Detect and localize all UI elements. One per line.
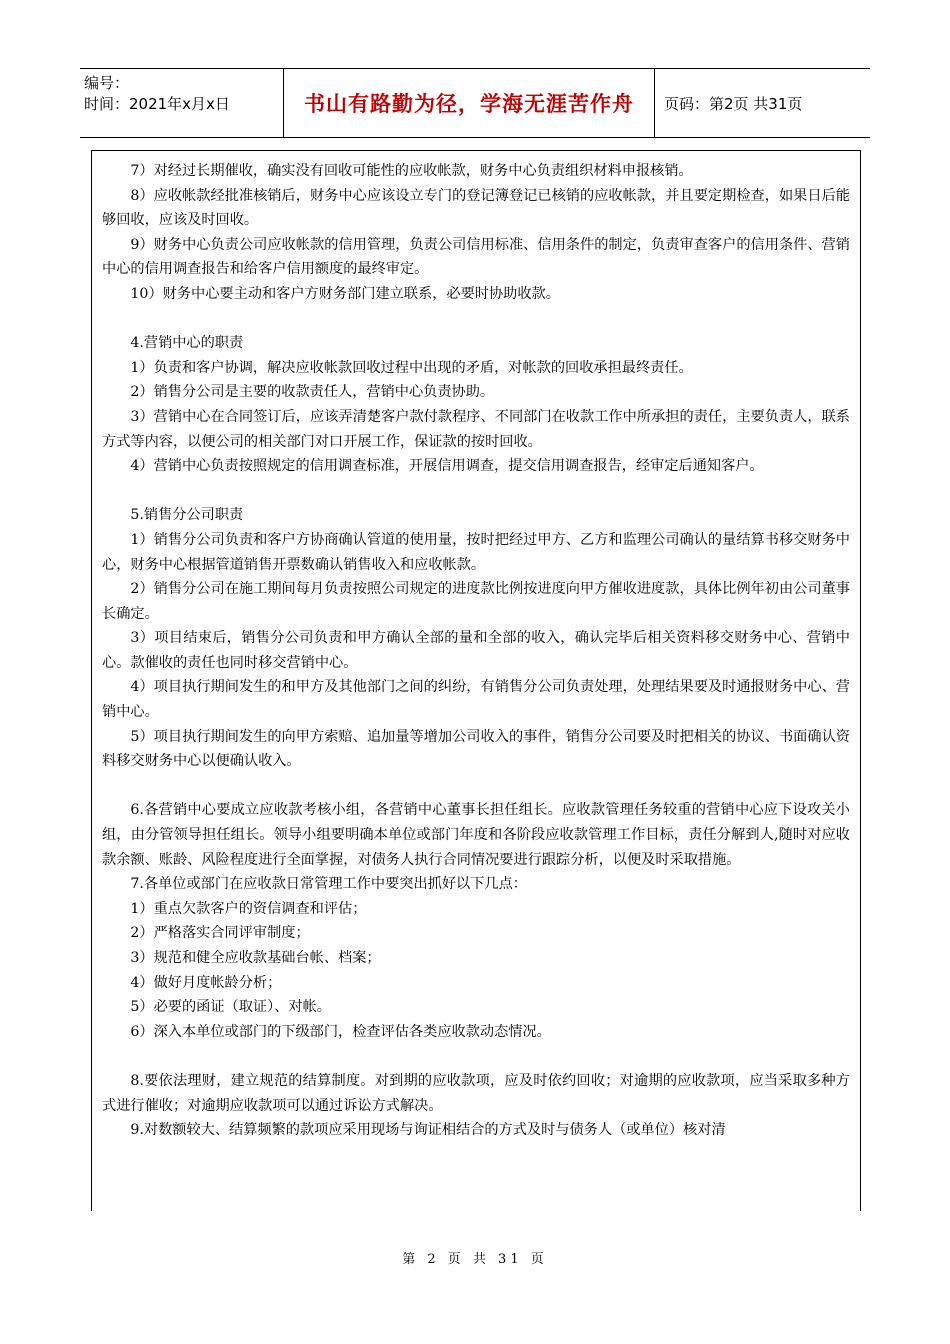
paragraph: 7）对经过长期催收，确实没有回收可能性的应收帐款，财务中心负责组织材料申报核销。 <box>130 163 693 179</box>
document-header <box>80 68 870 138</box>
paragraph: 4）项目执行期间发生的和甲方及其他部门之间的纠纷，有销售分公司负责处理，处理结果要及时通报财务中心、营销中心。 <box>102 679 850 721</box>
paragraph: 4.营销中心的职责 <box>130 335 244 352</box>
paragraph: 1）重点欠款客户的资信调查和评估； <box>130 900 367 917</box>
paragraph: 3）规范和健全应收款基础台帐、档案； <box>130 950 381 966</box>
paragraph: 1）负责和客户协调，解决应收帐款回收过程中出现的矛盾，对帐款的回收承担最终责任。 <box>130 359 693 376</box>
content-body <box>92 151 860 1143</box>
paragraph: 5）项目执行期间发生的向甲方索赔、追加量等增加公司收入的事件，销售分公司要及时把相关的协议、书面确认资料移交财务中心以便确认收入。 <box>102 728 850 770</box>
paragraph: 3）营销中心在合同签订后，应该弄清楚客户款付款程序、不同部门在收款工作中所承担的责任，主要负责人，联系方式等内容，以便公司的相关部门对口开展工作，保证款的按时回收。 <box>102 408 850 450</box>
paragraph-spacer <box>102 307 850 332</box>
paragraph: 6.各营销中心要成立应收款考核小组，各营销中心董事长担任组长。应收款管理任务较重的营销中心应下设攻关小组，由分管领导担任组长。领导小组要明确本单位或部门年度和各阶段应收款管理工作目标，责任分解到人,随时对应收款余额、账龄、风险程度进行全面掌握，对债务人执行合同情况要进行跟踪分析，以便及时采取措施。 <box>102 802 850 868</box>
page-footer: 第 2 页 共 31 页 <box>402 1252 548 1267</box>
paragraph: 10）财务中心要主动和客户方财务部门建立联系，必要时协助收款。 <box>130 285 560 302</box>
paragraph: 8.要依法理财，建立规范的结算制度。对到期的应收款项，应及时依约回收；对逾期的应收款项，应当采取多种方式进行催收；对逾期应收款项可以通过诉讼方式解决。 <box>102 1072 850 1114</box>
paragraph: 7.各单位或部门在应收款日常管理工作中要突出抓好以下几点： <box>130 876 527 893</box>
document-number-label: 编号： <box>84 74 130 92</box>
paragraph-spacer <box>102 479 850 504</box>
paragraph: 3）项目结束后，销售分公司负责和甲方确认全部的量和全部的收入，确认完毕后相关资料移交财务中心、营销中心。款催收的责任也同时移交营销中心。 <box>102 630 850 671</box>
paragraph: 5）必要的函证（取证）、对帐。 <box>130 999 331 1016</box>
content-box <box>91 150 861 1211</box>
paragraph: 6）深入本单位或部门的下级部门，检查评估各类应收款动态情况。 <box>130 1023 551 1040</box>
paragraph: 9.对数额较大、结算频繁的款项应采用现场与询证相结合的方式及时与债务人（或单位）核对清 <box>130 1122 726 1139</box>
paragraph: 1）销售分公司负责和客户方协商确认管道的使用量，按时把经过甲方、乙方和监理公司确认的量结算书移交财务中心，财务中心根据管道销售开票数确认销售收入和应收帐款。 <box>102 531 850 573</box>
header-divider <box>654 69 655 137</box>
paragraph-spacer <box>102 774 850 799</box>
paragraph: 2）销售分公司在施工期间每月负责按照公司规定的进度款比例按进度向甲方催收进度款，具体比例年初由公司董事长确定。 <box>102 581 850 622</box>
header-motto: 书山有路勤为径，学海无涯苦作舟 <box>304 92 634 116</box>
paragraph: 4）营销中心负责按照规定的信用调查标准，开展信用调查，提交信用调查报告，经审定后通知客户。 <box>130 458 764 475</box>
paragraph: 4）做好月度帐龄分析； <box>130 974 282 991</box>
document-date-label: 时间：2021年x月x日 <box>84 95 230 113</box>
paragraph: 8）应收帐款经批准核销后，财务中心应该设立专门的登记簿登记已核销的应收帐款，并且要定期检查，如果日后能够回收，应该及时回收。 <box>102 187 850 229</box>
paragraph: 9）财务中心负责公司应收帐款的信用管理，负责公司信用标准、信用条件的制定，负责审查客户的信用条件、营销中心的信用调查报告和给客户信用额度的最终审定。 <box>102 236 850 278</box>
paragraph: 2）销售分公司是主要的收款责任人，营销中心负责协助。 <box>130 384 495 401</box>
header-page-info: 页码：第2页 共31页 <box>664 94 803 113</box>
header-meta <box>84 73 284 115</box>
paragraph: 2）严格落实合同评审制度； <box>130 925 310 942</box>
paragraph-spacer <box>102 1044 850 1069</box>
paragraph: 5.销售分公司职责 <box>130 507 244 524</box>
